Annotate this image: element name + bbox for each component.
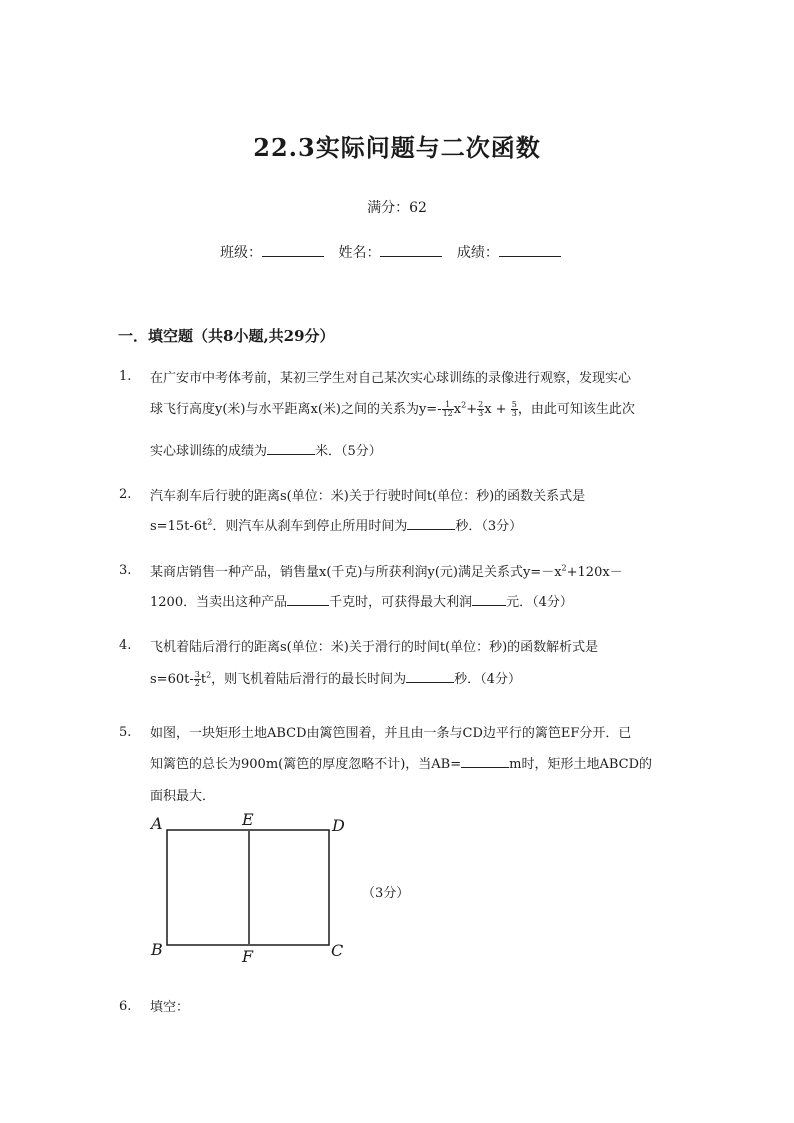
label-a: A [151, 814, 163, 833]
answer-blank[interactable] [407, 517, 455, 530]
question-text: 某商店销售一种产品，销售量x(千克)与所获利润y(元)满足关系式$y=-x^2+120x-$ [150, 563, 623, 580]
name-label: 姓名： [338, 245, 381, 261]
answer-blank[interactable] [461, 755, 509, 768]
class-label: 班级： [220, 245, 262, 261]
page-title: 22.3实际问题与二次函数 [253, 133, 541, 162]
question-text: 知篱笆的总长为900m(篱笆的厚度忽略不计)，当AB= m时，矩形土地ABCD的 [150, 757, 653, 772]
question-text: 球飞行高度y(米)与水平距离x(米)之间的关系为y=- $\frac{1}{12}$ $x^2+$ $\frac{2}{3}$ x + $\frac{5}{3}$ ，由此可知该生此次 [150, 400, 635, 418]
fraction: $\frac{5}{3}$ [511, 400, 517, 418]
question-number: 1. [119, 369, 132, 384]
answer-blank[interactable] [267, 442, 315, 455]
question-number: 5. [119, 725, 132, 740]
fraction: $\frac{2}{3}$ [478, 400, 484, 418]
label-e: E [242, 810, 254, 829]
question-score: （3分） [362, 886, 410, 901]
answer-blank[interactable] [406, 670, 454, 683]
grade-label: 成绩： [456, 245, 499, 261]
answer-blank[interactable] [472, 593, 506, 606]
grade-blank[interactable] [499, 242, 561, 257]
question-text: 汽车刹车后行驶的距离s(单位：米)关于行驶时间t(单位：秒)的函数关系式是 [150, 489, 586, 504]
fraction: $\frac{3}{2}$ [194, 670, 200, 688]
question-number: 6. [119, 999, 132, 1014]
question-text: 面积最大． [150, 789, 216, 804]
question-text: s=60t- $\frac{3}{2}$ $t^2$，则飞机着陆后滑行的最长时间为 秒．（4分） [150, 670, 521, 688]
question-text: 飞机着陆后滑行的距离s(单位：米)关于滑行的时间t(单位：秒)的函数解析式是 [150, 640, 599, 655]
question-text: 填空： [150, 1000, 190, 1015]
question-number: 3. [119, 563, 132, 578]
question-number: 2. [119, 487, 132, 502]
label-c: C [331, 941, 344, 960]
label-f: F [242, 947, 254, 966]
question-text: 在广安市中考体考前，某初三学生对自己某次实心球训练的录像进行观察，发现实心 [150, 371, 632, 386]
fraction: $\frac{1}{12}$ [442, 400, 453, 418]
answer-blank[interactable] [287, 593, 329, 606]
question-text: 实心球训练的成绩为 米．（5分） [150, 444, 382, 459]
question-text: 1200．当卖出这种产品 千克时，可获得最大利润 元．（4分） [150, 595, 573, 610]
class-blank[interactable] [262, 242, 324, 257]
question-number: 4. [119, 638, 132, 653]
student-info-fields [220, 242, 561, 262]
name-blank[interactable] [380, 242, 442, 257]
full-score: 满分：62 [367, 200, 427, 216]
section-heading: 一．填空题（共8小题,共29分） [118, 327, 335, 345]
rectangle-figure [145, 808, 355, 968]
label-b: B [151, 940, 163, 959]
label-d: D [332, 816, 345, 835]
question-text: $s=15t-6t^2$．则汽车从刹车到停止所用时间为 秒．（3分） [150, 517, 523, 534]
question-text: 如图，一块矩形土地ABCD由篱笆围着，并且由一条与CD边平行的篱笆EF分开．已 [150, 726, 632, 741]
